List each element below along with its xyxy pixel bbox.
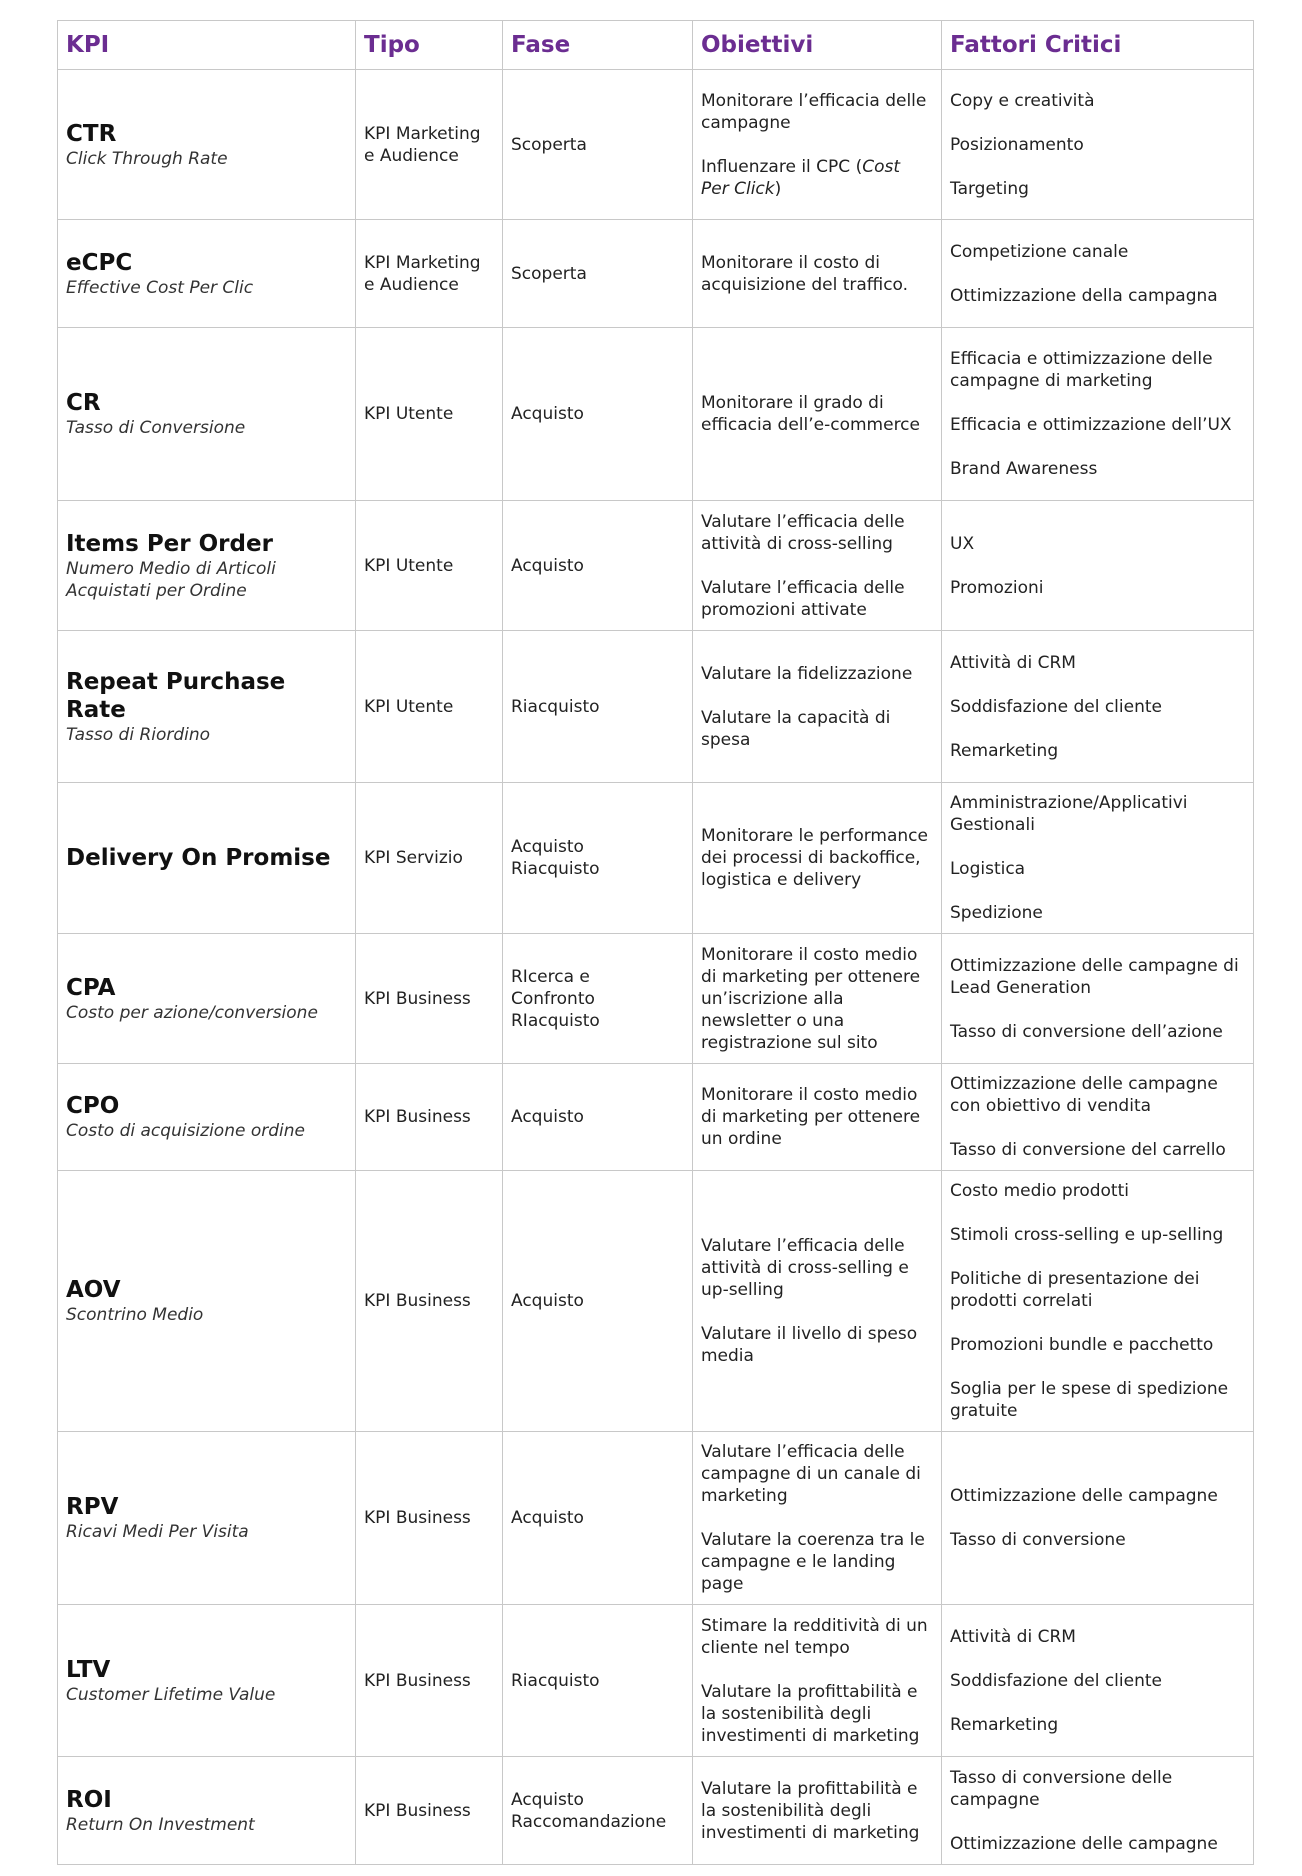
fattori-cell [942,501,1254,631]
fase-line: Acquisto [511,1291,584,1311]
tipo-line: KPI Business [364,1291,471,1311]
kpi-subtitle: Costo per azione/conversione [66,1002,318,1023]
fattore-text: Ottimizzazione delle campagne [950,1486,1218,1506]
obiettivi-cell [693,328,942,501]
fattore-text: Ottimizzazione delle campagne [950,1833,1218,1854]
table-row [58,1171,1254,1432]
fase-line: Raccomandazione [511,1811,667,1832]
obiettivo-text: Valutare l’efficacia delle campagne di un canale di marketing [701,1442,921,1506]
fase-line: RIacquisto [511,1010,600,1031]
fattore-text: Tasso di conversione [950,1530,1126,1550]
tipo-line: KPI Business [364,1107,471,1127]
kpi-cell [58,1064,356,1171]
fase-cell [503,1064,693,1171]
fattore-text: Tasso di conversione del carrello [950,1140,1226,1160]
table-row [58,783,1254,934]
tipo-line: e Audience [364,145,459,166]
fase-line: RIcerca e [511,966,590,987]
tipo-line: KPI Marketing [364,252,481,273]
tipo-cell [356,328,503,501]
kpi-name: RPV [66,1494,119,1520]
fattori-cell [942,70,1254,220]
fase-line: Confronto [511,988,595,1009]
kpi-cell [58,934,356,1064]
kpi-subtitle: Click Through Rate [66,148,228,169]
kpi-subtitle: Costo di acquisizione ordine [66,1121,305,1141]
kpi-cell [58,631,356,783]
kpi-cell [58,70,356,220]
tipo-line: KPI Business [364,1508,471,1528]
tipo-cell [356,220,503,328]
kpi-cell [58,1432,356,1605]
fattore-text: Spedizione [950,903,1043,923]
kpi-name: eCPC [66,249,133,276]
tipo-line: KPI Business [364,988,471,1009]
tipo-cell [356,1171,503,1432]
fattore-text: Stimoli cross-selling e up-selling [950,1225,1224,1245]
tipo-cell [356,934,503,1064]
kpi-name: Delivery On Promise [66,845,331,871]
fattore-text: Efficacia e ottimizzazione dell’UX [950,415,1232,435]
fattore-text: Posizionamento [950,134,1084,155]
fase-cell [503,783,693,934]
kpi-subtitle: Customer Lifetime Value [66,1684,276,1705]
kpi-name: LTV [66,1656,111,1683]
header-fattori-critici: Fattori Critici [942,21,1254,70]
fase-line: Acquisto [511,1508,584,1528]
kpi-subtitle: Scontrino Medio [66,1305,204,1325]
fattore-text: Promozioni bundle e pacchetto [950,1335,1214,1355]
fase-cell [503,1432,693,1605]
fattore-text: Soddisfazione del cliente [950,1670,1162,1691]
fase-line: Riacquisto [511,859,600,879]
obiettivi-cell [693,220,942,328]
tipo-line: KPI Marketing [364,123,481,144]
table-body [58,70,1254,1865]
fattore-text: Targeting [950,178,1029,199]
fattori-cell [942,1171,1254,1432]
obiettivi-cell [693,783,942,934]
fattore-text: Promozioni [950,577,1044,598]
obiettivi-cell [693,631,942,783]
tipo-cell [356,1605,503,1757]
kpi-name: CR [66,390,101,416]
fattore-text: Logistica [950,859,1026,879]
fattore-text: Tasso di conversione dell’azione [950,1021,1223,1042]
kpi-name: Items Per Order [66,530,273,557]
header-obiettivi: Obiettivi [693,21,942,70]
obiettivi-cell [693,934,942,1064]
kpi-name: CPA [66,974,116,1001]
obiettivi-cell [693,1064,942,1171]
fase-cell [503,70,693,220]
fattori-cell [942,1064,1254,1171]
fattori-cell [942,328,1254,501]
table-row [58,501,1254,631]
obiettivi-cell [693,1432,942,1605]
table-row [58,934,1254,1064]
kpi-cell [58,328,356,501]
table-row [58,1432,1254,1605]
kpi-cell [58,1171,356,1432]
kpi-subtitle: Numero Medio di Articoli Acquistati per Ordine [66,558,276,601]
tipo-line: KPI Servizio [364,848,463,868]
fase-line: Acquisto [511,837,584,857]
fase-line: Acquisto [511,555,584,576]
tipo-cell [356,1064,503,1171]
kpi-subtitle: Return On Investment [66,1814,255,1835]
fase-line: Acquisto [511,1789,584,1810]
fattore-text: Attività di CRM [950,652,1076,673]
kpi-subtitle: Effective Cost Per Clic [66,277,254,298]
fase-line: Acquisto [511,404,584,424]
obiettivo-text: Valutare la profittabilità e la sostenibilità degli investimenti di marketing [701,1681,920,1746]
obiettivo-text: Valutare l’efficacia delle attività di cross-selling e up-selling [701,1236,909,1300]
kpi-name: CPO [66,1093,120,1119]
tipo-cell [356,501,503,631]
kpi-name: ROI [66,1786,112,1813]
header-fase: Fase [503,21,693,70]
fattore-text: Costo medio prodotti [950,1181,1129,1201]
kpi-subtitle: Tasso di Conversione [66,418,246,438]
tipo-line: KPI Utente [364,696,454,717]
obiettivo-text: Monitorare il grado di efficacia dell’e-commerce [701,393,920,435]
obiettivi-cell [693,70,942,220]
fattori-cell [942,783,1254,934]
obiettivo-text: Valutare la fidelizzazione [701,663,913,684]
kpi-cell [58,1605,356,1757]
kpi-cell [58,220,356,328]
fattori-cell [942,220,1254,328]
kpi-cell [58,783,356,934]
kpi-cell [58,501,356,631]
fase-line: Scoperta [511,134,587,155]
kpi-name: Repeat Purchase Rate [66,668,286,723]
obiettivi-cell [693,1171,942,1432]
fase-cell [503,934,693,1064]
obiettivi-cell [693,1605,942,1757]
kpi-name: AOV [66,1277,121,1303]
fase-line: Scoperta [511,263,587,284]
kpi-table [57,20,1254,1865]
fattore-text: UX [950,533,975,554]
obiettivo-text: Valutare la profittabilità e la sostenibilità degli investimenti di marketing [701,1778,920,1843]
obiettivo-text: Monitorare il costo medio di marketing per ottenere un ordine [701,1085,921,1149]
fattore-text: Efficacia e ottimizzazione delle campagne di marketing [950,349,1213,391]
obiettivo-text: Monitorare il costo di acquisizione del traffico. [701,252,909,295]
table-row [58,1605,1254,1757]
fase-cell [503,1757,693,1865]
tipo-line: e Audience [364,274,459,295]
obiettivo-text: Monitorare il costo medio di marketing per ottenere un’iscrizione alla newsletter o una registrazione sul sito [701,944,921,1053]
fattore-text: Brand Awareness [950,459,1098,479]
fattori-cell [942,934,1254,1064]
table-row [58,220,1254,328]
kpi-cell [58,1757,356,1865]
table-row [58,631,1254,783]
fattori-cell [942,1757,1254,1865]
obiettivi-cell [693,1757,942,1865]
fattore-text: Competizione canale [950,241,1129,262]
obiettivo-text: Valutare la coerenza tra le campagne e le landing page [701,1530,925,1594]
fase-line: Acquisto [511,1107,584,1127]
tipo-line: KPI Business [364,1670,471,1691]
fattore-text: Soddisfazione del cliente [950,696,1162,717]
obiettivo-text: Valutare l’efficacia delle attività di cross-selling [701,511,905,554]
obiettivo-text: Valutare la capacità di spesa [701,707,891,750]
tipo-cell [356,1757,503,1865]
header-kpi: KPI [58,21,356,70]
obiettivo-text: Valutare il livello di speso media [701,1324,918,1366]
obiettivi-cell [693,501,942,631]
obiettivo-text: Stimare la redditività di un cliente nel tempo [701,1615,928,1658]
tipo-cell [356,631,503,783]
table-row [58,70,1254,220]
kpi-subtitle: Ricavi Medi Per Visita [66,1522,249,1542]
fattore-text: Tasso di conversione delle campagne [950,1767,1173,1810]
obiettivo-text: Valutare l’efficacia delle promozioni attivate [701,577,905,620]
fattore-text: Ottimizzazione della campagna [950,285,1218,306]
fase-cell [503,220,693,328]
fattore-text: Ottimizzazione delle campagne con obiettivo di vendita [950,1074,1218,1116]
fase-cell [503,1171,693,1432]
table-row [58,1757,1254,1865]
fattori-cell [942,1605,1254,1757]
tipo-line: KPI Business [364,1800,471,1821]
fattori-cell [942,631,1254,783]
fattore-text: Copy e creatività [950,90,1095,111]
fattore-text: Attività di CRM [950,1626,1076,1647]
tipo-cell [356,1432,503,1605]
fattori-cell [942,1432,1254,1605]
fase-line: Riacquisto [511,696,600,717]
obiettivo-text: Monitorare l’efficacia delle campagne Influenzare il CPC (Cost Per Click) [701,90,927,199]
tipo-line: KPI Utente [364,555,454,576]
tipo-cell [356,783,503,934]
table-row [58,328,1254,501]
fase-cell [503,1605,693,1757]
fattore-text: Remarketing [950,1714,1059,1735]
fattore-text: Politiche di presentazione dei prodotti correlati [950,1269,1200,1311]
fase-cell [503,328,693,501]
fattore-text: Ottimizzazione delle campagne di Lead Generation [950,955,1239,998]
header-row [58,21,1254,70]
obiettivo-text: Monitorare le performance dei processi di backoffice, logistica e delivery [701,826,928,890]
fase-cell [503,501,693,631]
fattore-text: Amministrazione/Applicativi Gestionali [950,793,1188,835]
fase-line: Riacquisto [511,1670,600,1691]
fase-cell [503,631,693,783]
kpi-subtitle: Tasso di Riordino [66,724,211,745]
tipo-cell [356,70,503,220]
fattore-text: Soglia per le spese di spedizione gratuite [950,1379,1229,1421]
header-tipo: Tipo [356,21,503,70]
table-row [58,1064,1254,1171]
kpi-name: CTR [66,120,117,147]
tipo-line: KPI Utente [364,404,454,424]
fattore-text: Remarketing [950,740,1059,761]
